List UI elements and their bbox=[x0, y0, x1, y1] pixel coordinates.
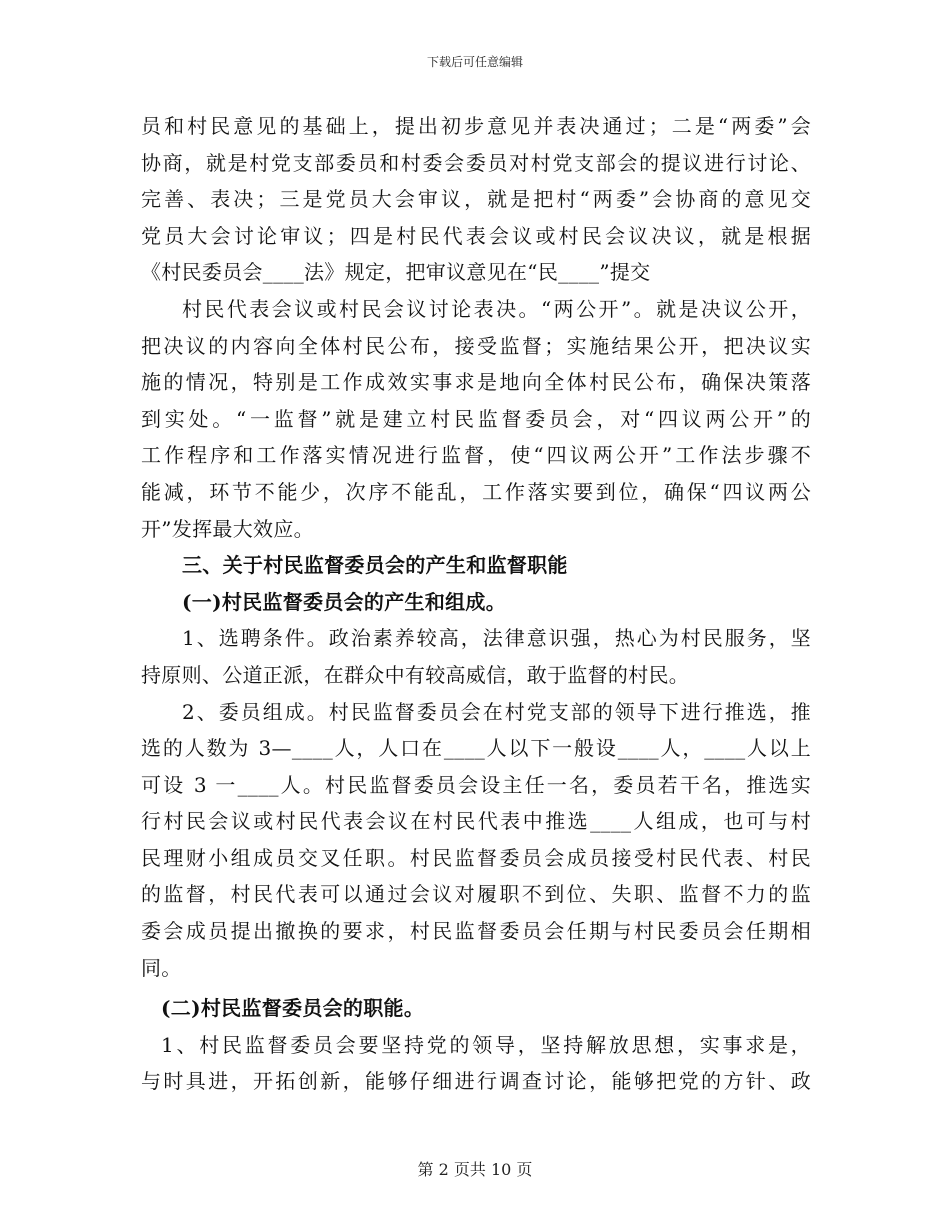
text-line: 到实处。“一监督”就是建立村民监督委员会，对“四议两公开”的 bbox=[141, 406, 811, 431]
text-line: 行村民会议或村民代表会议在村民代表中推选____人组成，也可与村 bbox=[141, 809, 811, 834]
text-line: 完善、表决；三是党员大会审议，就是把村“两委”会协商的意见交 bbox=[141, 187, 811, 212]
text-line: 施的情况，特别是工作成效实事求是地向全体村民公布，确保决策落 bbox=[141, 370, 811, 395]
text-line: 工作程序和工作落实情况进行监督，使“四议两公开”工作法步骤不 bbox=[141, 443, 811, 468]
text-line: 的监督，村民代表可以通过会议对履职不到位、失职、监督不力的监 bbox=[141, 882, 811, 907]
text-line: 能减，环节不能少，次序不能乱，工作落实要到位，确保“四议两公 bbox=[141, 479, 811, 504]
text-line: 《村民委员会____法》规定，把审议意见在“民____”提交 bbox=[141, 260, 651, 285]
section-heading-line: 三、关于村民监督委员会的产生和监督职能 bbox=[182, 553, 568, 578]
text-line: 民理财小组成员交叉任职。村民监督委员会成员接受村民代表、村民 bbox=[141, 845, 811, 870]
text-line: 党员大会讨论审议；四是村民代表会议或村民会议决议，就是根据 bbox=[141, 223, 811, 248]
text-line: 1、村民监督委员会要坚持党的领导，坚持解放思想，实事求是， bbox=[161, 1032, 811, 1057]
text-line: 委会成员提出撤换的要求，村民监督委员会任期与村民委员会任期相 bbox=[141, 919, 811, 944]
text-line: 与时具进，开拓创新，能够仔细进行调查讨论，能够把党的方针、政 bbox=[141, 1069, 811, 1094]
page-header: 下载后可任意编辑 bbox=[426, 55, 523, 69]
text-line: 选的人数为 3—____人，人口在____人以下一般设____人，____人以上 bbox=[141, 736, 811, 761]
text-line: 开”发挥最大效应。 bbox=[141, 516, 314, 541]
text-line: 可设 3 一____人。村民监督委员会设主任一名，委员若干名，推选实 bbox=[141, 772, 811, 797]
text-line: 把决议的内容向全体村民公布，接受监督；实施结果公开，把决议实 bbox=[141, 333, 811, 358]
text-line: 持原则、公道正派，在群众中有较高威信，敢于监督的村民。 bbox=[141, 662, 690, 687]
text-line: 1、选聘条件。政治素养较高，法律意识强，热心为村民服务，坚 bbox=[182, 626, 811, 651]
text-line: 协商，就是村党支部委员和村委会委员对村党支部会的提议进行讨论、 bbox=[141, 150, 811, 175]
text-line: 同。 bbox=[141, 955, 182, 980]
document-body bbox=[141, 108, 811, 1100]
text-line: 村民代表会议或村民会议讨论表决。“两公开”。就是决议公开， bbox=[182, 296, 811, 321]
section-heading-line: (一)村民监督委员会的产生和组成。 bbox=[182, 589, 507, 614]
text-line: 员和村民意见的基础上，提出初步意见并表决通过；二是“两委”会 bbox=[141, 114, 811, 138]
text-line: 2、委员组成。村民监督委员会在村党支部的领导下进行推选，推 bbox=[182, 699, 811, 724]
section-heading-line: (二)村民监督委员会的职能。 bbox=[161, 996, 425, 1021]
page-footer: 第 2 页共 10 页 bbox=[417, 1160, 533, 1179]
